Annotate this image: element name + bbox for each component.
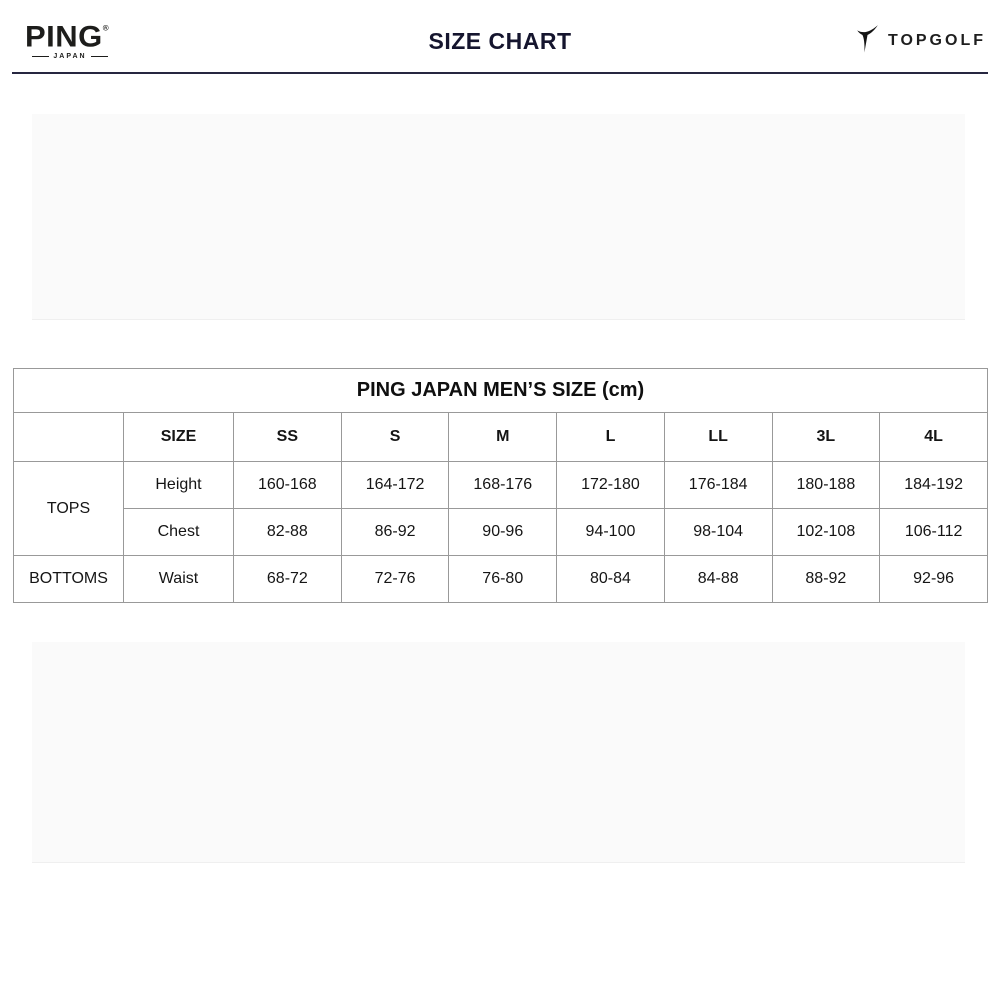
label-cell-waist: Waist — [124, 556, 234, 603]
image-placeholder-top — [32, 114, 965, 320]
header-cell-size: SIZE — [124, 413, 234, 462]
value-cell: 172-180 — [557, 462, 665, 509]
group-cell-tops: TOPS — [14, 462, 124, 556]
page-title: SIZE CHART — [428, 27, 572, 54]
mens-size-table — [13, 368, 988, 603]
topgolf-logo-text: TOPGOLF — [887, 32, 986, 49]
value-cell: 76-80 — [449, 556, 557, 603]
ping-logo-japan-text: JAPAN — [53, 52, 87, 60]
label-cell-chest: Chest — [124, 509, 234, 556]
table-header-row — [14, 413, 988, 462]
value-cell: 88-92 — [772, 556, 880, 603]
header-cell-empty — [14, 413, 124, 462]
registered-trademark-symbol: ® — [102, 23, 110, 32]
image-placeholder-bottom — [32, 642, 965, 863]
value-cell: 180-188 — [772, 462, 880, 509]
header-cell-s: S — [341, 413, 449, 462]
table-title: PING JAPAN MEN’S SIZE (cm) — [14, 369, 988, 413]
table-title-row — [14, 369, 988, 413]
value-cell: 68-72 — [234, 556, 342, 603]
ping-logo-text: PING — [25, 19, 103, 53]
label-cell-height: Height — [124, 462, 234, 509]
header-cell-ss: SS — [234, 413, 342, 462]
value-cell: 72-76 — [341, 556, 449, 603]
left-dash — [32, 56, 49, 57]
value-cell: 98-104 — [664, 509, 772, 556]
value-cell: 80-84 — [557, 556, 665, 603]
value-cell: 92-96 — [880, 556, 988, 603]
ping-logo-japan-sub — [25, 53, 115, 60]
value-cell: 90-96 — [449, 509, 557, 556]
value-cell: 94-100 — [557, 509, 665, 556]
table-row-height — [14, 462, 988, 509]
topgolf-logo — [855, 23, 986, 59]
value-cell: 84-88 — [664, 556, 772, 603]
value-cell: 82-88 — [234, 509, 342, 556]
table-row-chest — [14, 509, 988, 556]
ping-logo-wordmark — [25, 19, 121, 53]
table-row-waist — [14, 556, 988, 603]
value-cell: 168-176 — [449, 462, 557, 509]
value-cell: 102-108 — [772, 509, 880, 556]
value-cell: 176-184 — [664, 462, 772, 509]
page-header — [12, 0, 988, 74]
value-cell: 106-112 — [880, 509, 988, 556]
topgolf-tee-icon — [855, 23, 880, 59]
header-cell-m: M — [449, 413, 557, 462]
value-cell: 164-172 — [341, 462, 449, 509]
value-cell: 160-168 — [234, 462, 342, 509]
right-dash — [91, 56, 108, 57]
header-cell-4l: 4L — [880, 413, 988, 462]
value-cell: 184-192 — [880, 462, 988, 509]
group-cell-bottoms: BOTTOMS — [14, 556, 124, 603]
value-cell: 86-92 — [341, 509, 449, 556]
header-cell-3l: 3L — [772, 413, 880, 462]
ping-japan-logo — [25, 19, 121, 60]
header-cell-ll: LL — [664, 413, 772, 462]
header-cell-l: L — [557, 413, 665, 462]
